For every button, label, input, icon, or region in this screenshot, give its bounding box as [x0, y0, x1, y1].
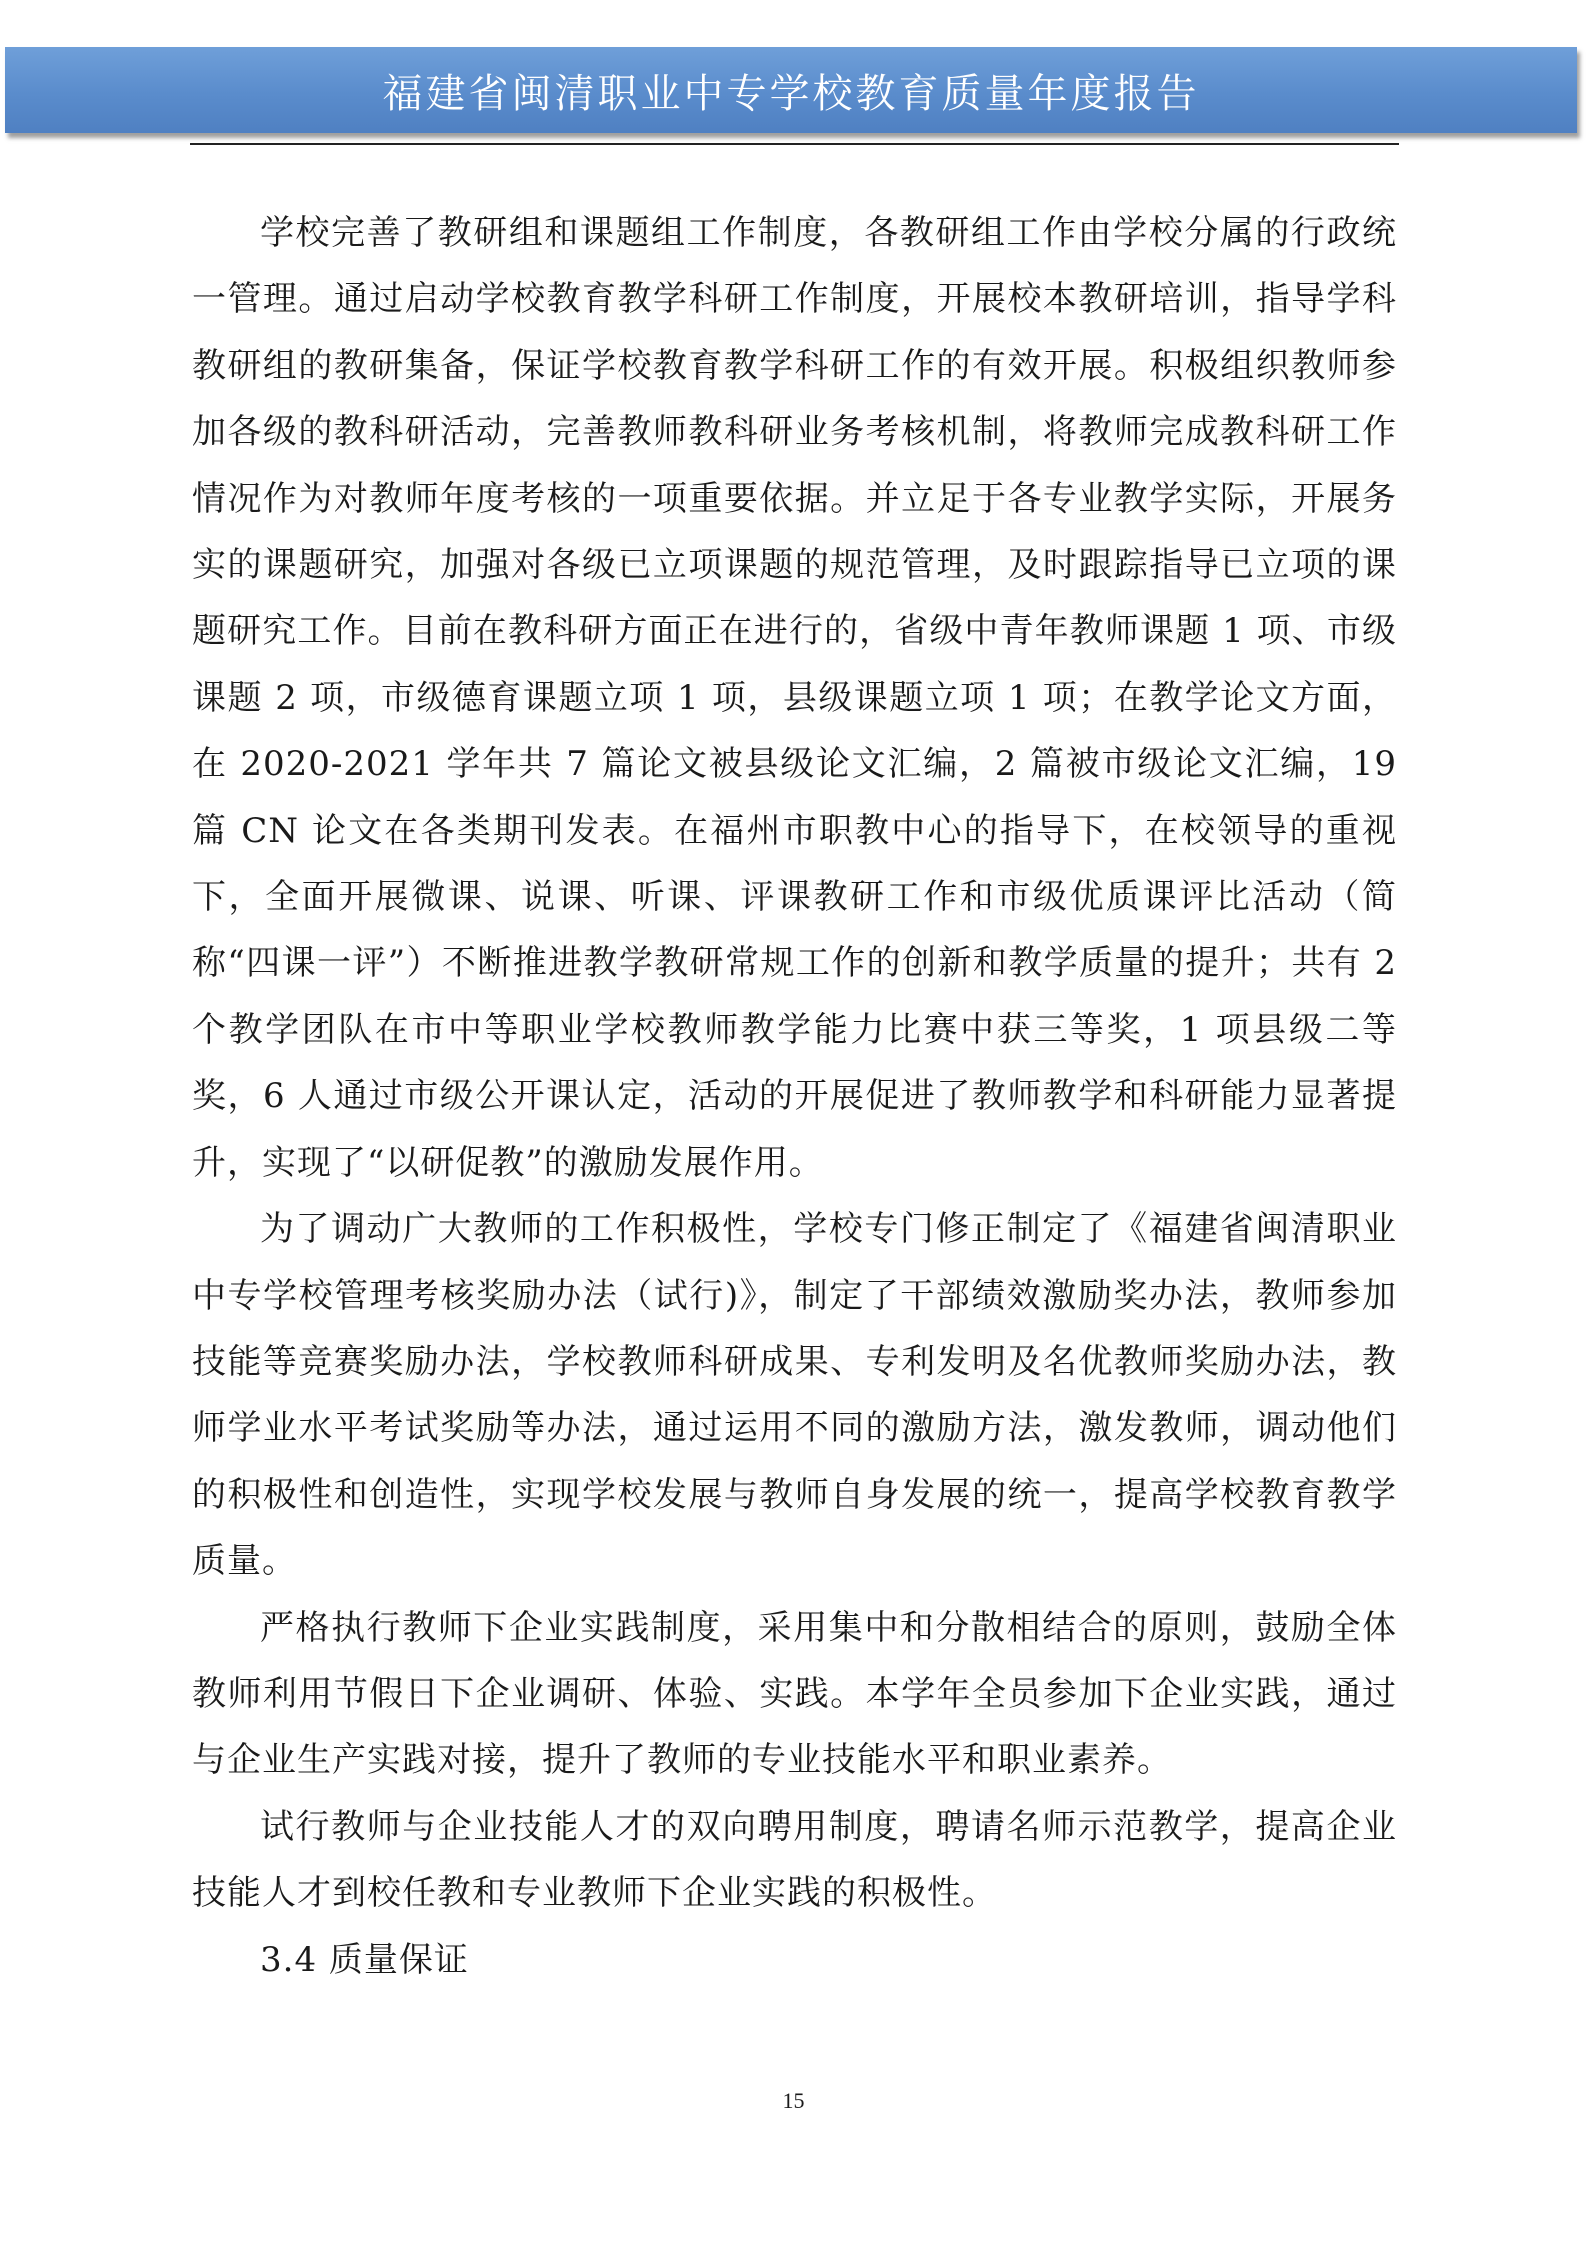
- report-header-banner: [5, 47, 1577, 133]
- section-heading-quality-assurance: 3.4 质量保证: [260, 1939, 469, 1980]
- paragraph-incentive-measures: 为了调动广大教师的工作积极性，学校专门修正制定了《福建省闽清职业中专学校管理考核奖励办法（试行)》，制定了干部绩效激励奖办法，教师参加技能等竞赛奖励办法，学校教师科研成果、专利发明及名优教师奖励办法，教师学业水平考试奖励等办法，通过运用不同的激励方法，激发教师，调动他们的积极性和创造性，实现学校发展与教师自身发展的统一，提高学校教育教学质量。: [192, 1209, 1397, 1582]
- header-divider: [190, 143, 1399, 145]
- paragraph-teaching-research: 学校完善了教研组和课题组工作制度，各教研组工作由学校分属的行政统一管理。通过启动学校教育教学科研工作制度，开展校本教研培训，指导学科教研组的教研集备，保证学校教育教学科研工作的有效开展。积极组织教师参加各级的教科研活动，完善教师教科研业务考核机制，将教师完成教科研工作情况作为对教师年度考核的一项重要依据。并立足于各专业教学实际，开展务实的课题研究，加强对各级已立项课题的规范管理，及时跟踪指导已立项的课题研究工作。目前在教科研方面正在进行的，省级中青年教师课题 1 项、市级课题 2 项，市级德育课题立项 1 项，县级课题立项 1 项；在教学论文方面，在 2020-2021 学年共 7 篇论文被县级论文汇编，2 篇被市级论文汇编，19 篇 CN 论文在各类期刊发表。在福州市职教中心的指导下，在校领导的重视下，全面开展微课、说课、听课、评课教研工作和市级优质课评比活动（简称“四课一评”）不断推进教学教研常规工作的创新和教学质量的提升；共有 2 个教学团队在市中等职业学校教师教学能力比赛中获三等奖，1 项县级二等奖，6 人通过市级公开课认定，活动的开展促进了教师教学和科研能力显著提升，实现了“以研促教”的激励发展作用。: [192, 213, 1397, 1183]
- report-title: 福建省闽清职业中专学校教育质量年度报告: [382, 70, 1200, 117]
- paragraph-dual-employment: 试行教师与企业技能人才的双向聘用制度，聘请名师示范教学，提高企业技能人才到校任教和专业教师下企业实践的积极性。: [192, 1806, 1397, 1914]
- page-body: [192, 200, 1397, 1993]
- page-number: 15: [782, 2088, 805, 2113]
- paragraph-enterprise-practice: 严格执行教师下企业实践制度，采用集中和分散相结合的原则，鼓励全体教师利用节假日下企业调研、体验、实践。本学年全员参加下企业实践，通过与企业生产实践对接，提升了教师的专业技能水平和职业素养。: [192, 1607, 1397, 1781]
